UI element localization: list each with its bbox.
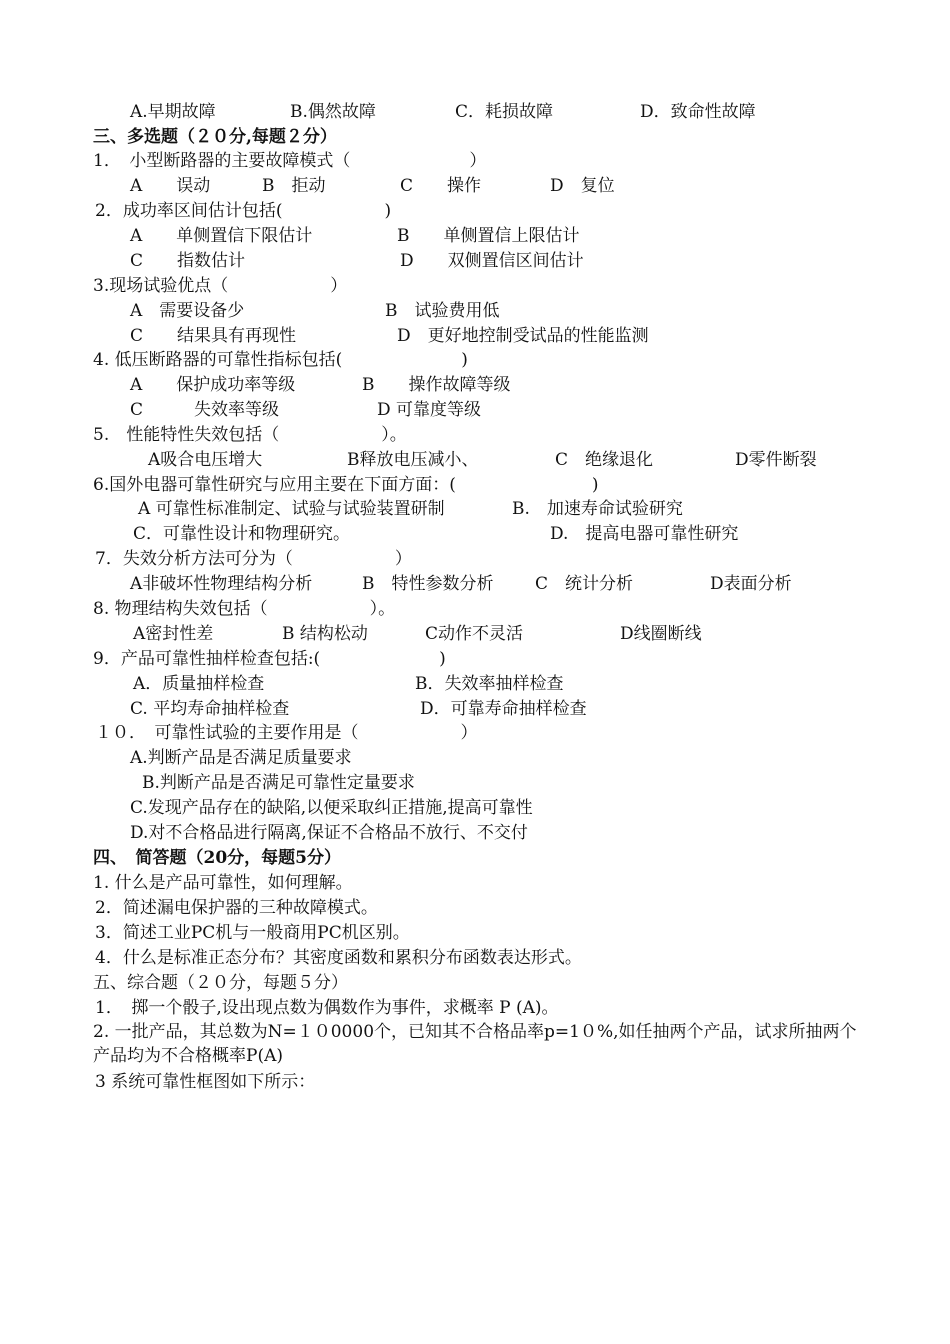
option-a: A 单侧置信下限估计 (130, 226, 313, 246)
option-a: A吸合电压增大 (148, 450, 263, 470)
short-question-1: 1. 什么是产品可靠性，如何理解。 (93, 873, 353, 893)
section-heading-multiple-choice: 三、多选题（２０分,每题２分） (93, 127, 337, 147)
option-c: C 绝缘退化 (555, 450, 654, 470)
option-b: B 试验费用低 (385, 301, 500, 321)
question-10: １０． 可靠性试验的主要作用是（ ） (95, 723, 478, 743)
option-d: D 复位 (550, 176, 615, 196)
option-a: A.早期故障 (130, 102, 216, 122)
option-c: C 统计分析 (535, 574, 634, 594)
option-d: D. 提高电器可靠性研究 (550, 524, 739, 544)
option-d: D表面分析 (710, 574, 792, 594)
option-b: B释放电压减小、 (347, 450, 479, 470)
option-d: D 可靠度等级 (377, 400, 482, 420)
option-a: A 误动 (130, 176, 211, 196)
option-b: B 操作故障等级 (362, 375, 511, 395)
option-c: C. 平均寿命抽样检查 (130, 699, 290, 719)
option-d: D零件断裂 (735, 450, 817, 470)
option-b: B 拒动 (262, 176, 326, 196)
question-9: 9．产品可靠性抽样检查包括:( ) (93, 649, 446, 669)
short-question-4: 4．什么是标准正态分布？其密度函数和累积分布函数表达形式。 (95, 948, 582, 968)
option-a: A 可靠性标准制定、试验与试验装置研制 (138, 499, 445, 519)
short-question-2: 2．简述漏电保护器的三种故障模式。 (95, 898, 378, 918)
comprehensive-question-2: 2. 一批产品，其总数为N=１０0000个，已知其不合格品率p=1０%,如任抽两个产品，试求所抽两个产品均为不合格概率P(A) (93, 1022, 857, 1066)
option-b: B.偶然故障 (290, 102, 376, 122)
option-c: C．可靠性设计和物理研究。 (133, 524, 351, 544)
option-a: A 需要设备少 (130, 301, 245, 321)
option-d: D.对不合格品进行隔离,保证不合格品不放行、不交付 (130, 823, 528, 843)
option-d: D 更好地控制受试品的性能监测 (397, 326, 649, 346)
question-2: 2．成功率区间估计包括( ) (95, 201, 392, 221)
comprehensive-question-1: 1． 掷一个骰子,设出现点数为偶数作为事件，求概率 P (A)。 (95, 998, 559, 1018)
question-5: 5. 性能特性失效包括（ ）。 (93, 425, 407, 445)
question-1: 1． 小型断路器的主要故障模式（ ） (93, 151, 487, 171)
option-d: D．致命性故障 (640, 102, 756, 122)
question-4: 4. 低压断路器的可靠性指标包括( ) (93, 350, 468, 370)
option-a: A.判断产品是否满足质量要求 (130, 748, 352, 768)
option-a: A．质量抽样检查 (133, 674, 265, 694)
question-7: 7．失效分析方法可分为（ ） (95, 549, 412, 569)
question-6: 6.国外电器可靠性研究与应用主要在下面方面：( ) (93, 475, 599, 495)
option-b: B 结构松动 (282, 624, 368, 644)
option-a: A密封性差 (133, 624, 214, 644)
comprehensive-question-3: 3 系统可靠性框图如下所示： (95, 1072, 316, 1092)
option-d: D．可靠寿命抽样检查 (420, 699, 587, 719)
option-b: B．失效率抽样检查 (415, 674, 564, 694)
option-d: D线圈断线 (620, 624, 702, 644)
section-heading-short-answer: 四、 简答题（20分，每题5分） (93, 848, 341, 868)
option-c: C 失效率等级 (130, 400, 280, 420)
question-8: 8. 物理结构失效包括（ ）。 (93, 599, 396, 619)
option-c: C．耗损故障 (455, 102, 554, 122)
short-question-3: 3．简述工业PC机与一般商用PC机区别。 (95, 923, 410, 943)
option-b: B 特性参数分析 (362, 574, 494, 594)
option-c: C 操作 (400, 176, 482, 196)
option-c: C 结果具有再现性 (130, 326, 297, 346)
option-c: C 指数估计 (130, 251, 246, 271)
option-a: A非破坏性物理结构分析 (130, 574, 313, 594)
option-c: C.发现产品存在的缺陷,以便采取纠正措施,提高可靠性 (130, 798, 533, 818)
option-a: A 保护成功率等级 (130, 375, 296, 395)
option-b: B.判断产品是否满足可靠性定量要求 (142, 773, 415, 793)
option-b: B 单侧置信上限估计 (397, 226, 580, 246)
option-c: C动作不灵活 (425, 624, 524, 644)
option-b: B. 加速寿命试验研究 (512, 499, 683, 519)
question-3: 3.现场试验优点（ ） (93, 276, 348, 296)
option-d: D 双侧置信区间估计 (400, 251, 584, 271)
section-heading-comprehensive: 五、综合题（２０分，每题５分） (93, 973, 348, 993)
